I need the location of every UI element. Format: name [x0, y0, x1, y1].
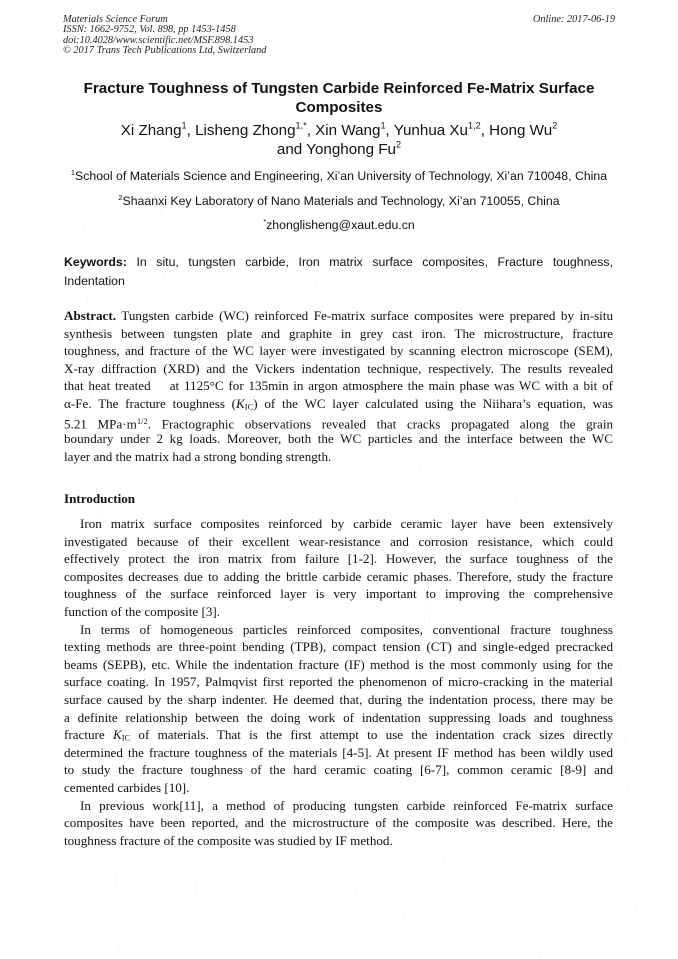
author-name: Yunhua Xu [393, 122, 469, 139]
paragraph-line: In terms of homogeneous particles reinforced composites, conventional fracture toughness [80, 621, 613, 637]
journal-name: Materials Science Forum [63, 14, 168, 25]
title-line-1: Fracture Toughness of Tungsten Carbide Reinforced Fe-Matrix Surface [83, 80, 595, 97]
abstract-text: 5.21 MPa·m [64, 416, 137, 432]
paragraph-line: composites decreases due to adding the brittle carbide ceramic phases. Therefore, study the fracture [64, 568, 613, 584]
paragraph-line: function of the composite [3]. [64, 603, 220, 619]
abstract-block [64, 307, 613, 465]
paragraph-text: fracture [64, 727, 113, 743]
title-line-2: Composites [295, 99, 383, 116]
keywords-block [64, 253, 613, 291]
author-separator: , [186, 122, 196, 139]
abstract-line: boundary under 2 kg loads. Moreover, both the WC particles and the interface between the WC [64, 431, 613, 447]
paper-title [60, 79, 618, 117]
abstract-text: Tungsten carbide (WC) reinforced Fe-matrix surface composites were prepared by in-situ [116, 308, 613, 323]
affiliation-1 [55, 169, 623, 184]
journal-header [63, 15, 266, 57]
paragraph-line: Iron matrix surface composites reinforced by carbide ceramic layer have been extensively [80, 516, 613, 531]
paragraph-line: toughness fracture of the composite was studied by IF method. [64, 832, 393, 848]
abstract-label: Abstract. [64, 308, 116, 323]
author-name: Xi Zhang [120, 122, 182, 139]
paragraph-line: investigated because of their excellent wear-resistance and corrosion resistance, which could [64, 533, 613, 549]
author-name: Hong Wu [489, 122, 553, 139]
paragraph-line: toughness of the surface reinforced layer is very important to improving the comprehensive [64, 586, 613, 602]
abstract-line: synthesis between tungsten plate and graphite in grey cast iron. The microstructure, fracture [64, 325, 613, 341]
affiliation-mark: 2 [118, 192, 123, 202]
doi-line: doi:10.4028/www.scientific.net/MSF.898.1453 [63, 34, 254, 46]
paragraph-line: a definite relationship between the doing work of indentation suppressing loads and toughness [64, 709, 613, 725]
paragraph-line: determined the fracture toughness of the materials [4-5]. At present IF method has been wildly used [64, 744, 613, 760]
author-affiliation-mark: 1,2 [468, 120, 481, 131]
author-name: Yonghong Fu [306, 141, 397, 158]
paragraph-line: composites have been reported, and the microstructure of the composite was described. Here, the [64, 815, 613, 831]
author-affiliation-mark: 2 [552, 120, 558, 131]
author-name: Xin Wang [315, 122, 381, 139]
abstract-line [64, 413, 613, 431]
author-list [60, 121, 618, 159]
paragraph-line: surface coating. In 1957, Palmqvist first reported the phenomenon of micro-cracking in the material [64, 674, 613, 690]
kic-symbol: K [236, 395, 245, 411]
abstract-line: toughness, and fracture of the WC layer were investigated by scanning electron microscope (SEM), [64, 343, 613, 359]
author-affiliation-mark: 1,* [295, 120, 307, 131]
paragraph-line: In previous work[11], a method of producing tungsten carbide reinforced Fe-matrix surface [80, 797, 613, 813]
affiliation-text: School of Materials Science and Engineering, Xi’an University of Technology, Xi’an 710048, China [75, 169, 608, 183]
paragraph-line: effectively protect the iron matrix from failure [1-2]. However, the surface toughness of the [64, 551, 613, 567]
abstract-text: . Fractographic observations revealed that cracks propagated along the grain [147, 416, 614, 432]
abstract-line: X-ray diffraction (XRD) and the Vickers indentation technique, respectively. The results revealed [64, 360, 613, 376]
abstract-line [64, 307, 613, 325]
affiliation-2 [55, 194, 623, 209]
abstract-line: layer and the matrix had a strong bonding strength. [64, 448, 332, 464]
paragraph-line [64, 726, 613, 744]
affiliation-mark: 1 [70, 167, 76, 177]
corresponding-mark: * [263, 216, 267, 226]
abstract-text: α-Fe. The fracture toughness ( [64, 395, 237, 411]
online-date: Online: 2017-06-19 [532, 14, 615, 25]
paragraph-line: to study the fracture toughness of the hard ceramic coating [6-7], common ceramic [8-9] and [64, 762, 613, 778]
author-affiliation-mark: 1 [380, 120, 386, 131]
introduction-body [64, 515, 613, 849]
author-name: Lisheng Zhong [195, 122, 296, 139]
exponent: 1/2 [136, 415, 148, 426]
paragraph-text: of materials. That is the first attempt to use the indentation crack sizes directly [130, 727, 613, 743]
copyright-line: © 2017 Trans Tech Publications Ltd, Switzerland [63, 45, 267, 57]
abstract-text: ) of the WC layer calculated using the Niihara’s equation, was [253, 395, 613, 411]
issn-line: ISSN: 1662-9752, Vol. 898, pp 1453-1458 [63, 24, 236, 36]
author-affiliation-mark: 1 [181, 120, 187, 131]
paragraph-line: beams (SEPB), etc. While the indentation fracture (IF) method is the most commonly using for the [64, 656, 613, 672]
keywords-text: In situ, tungsten carbide, Iron matrix surface composites, Fracture toughness, Indentation [64, 255, 613, 288]
paragraph-line: cemented carbides [10]. [64, 779, 190, 795]
paragraph-line: texting methods are three-point bending (TPB), compact tension (CT) and single-edged precracked [64, 639, 613, 655]
keywords-label: Keywords: [64, 255, 127, 269]
affiliation-text: Shaanxi Key Laboratory of Nano Materials and Technology, Xi’an 710055, China [122, 194, 560, 208]
kic-subscript: IC [121, 732, 131, 743]
kic-subscript: IC [244, 401, 254, 412]
abstract-line [64, 395, 613, 413]
author-separator: , [480, 122, 490, 139]
kic-symbol: K [112, 727, 122, 743]
author-separator: , [306, 122, 316, 139]
email-text[interactable]: zhonglisheng@xaut.edu.cn [266, 218, 415, 232]
section-heading-introduction: Introduction [64, 491, 136, 506]
author-conjunction: and [276, 141, 307, 158]
abstract-line: that heat treated at 1125°C for 135min in argon atmosphere the main phase was WC with a bit of [64, 378, 613, 394]
author-separator: , [385, 122, 394, 139]
author-affiliation-mark: 2 [396, 139, 402, 150]
paragraph-line: surface caused by the sharp indenter. He deemed that, during the indentation process, there may be [64, 691, 613, 707]
corresponding-email [55, 218, 623, 233]
